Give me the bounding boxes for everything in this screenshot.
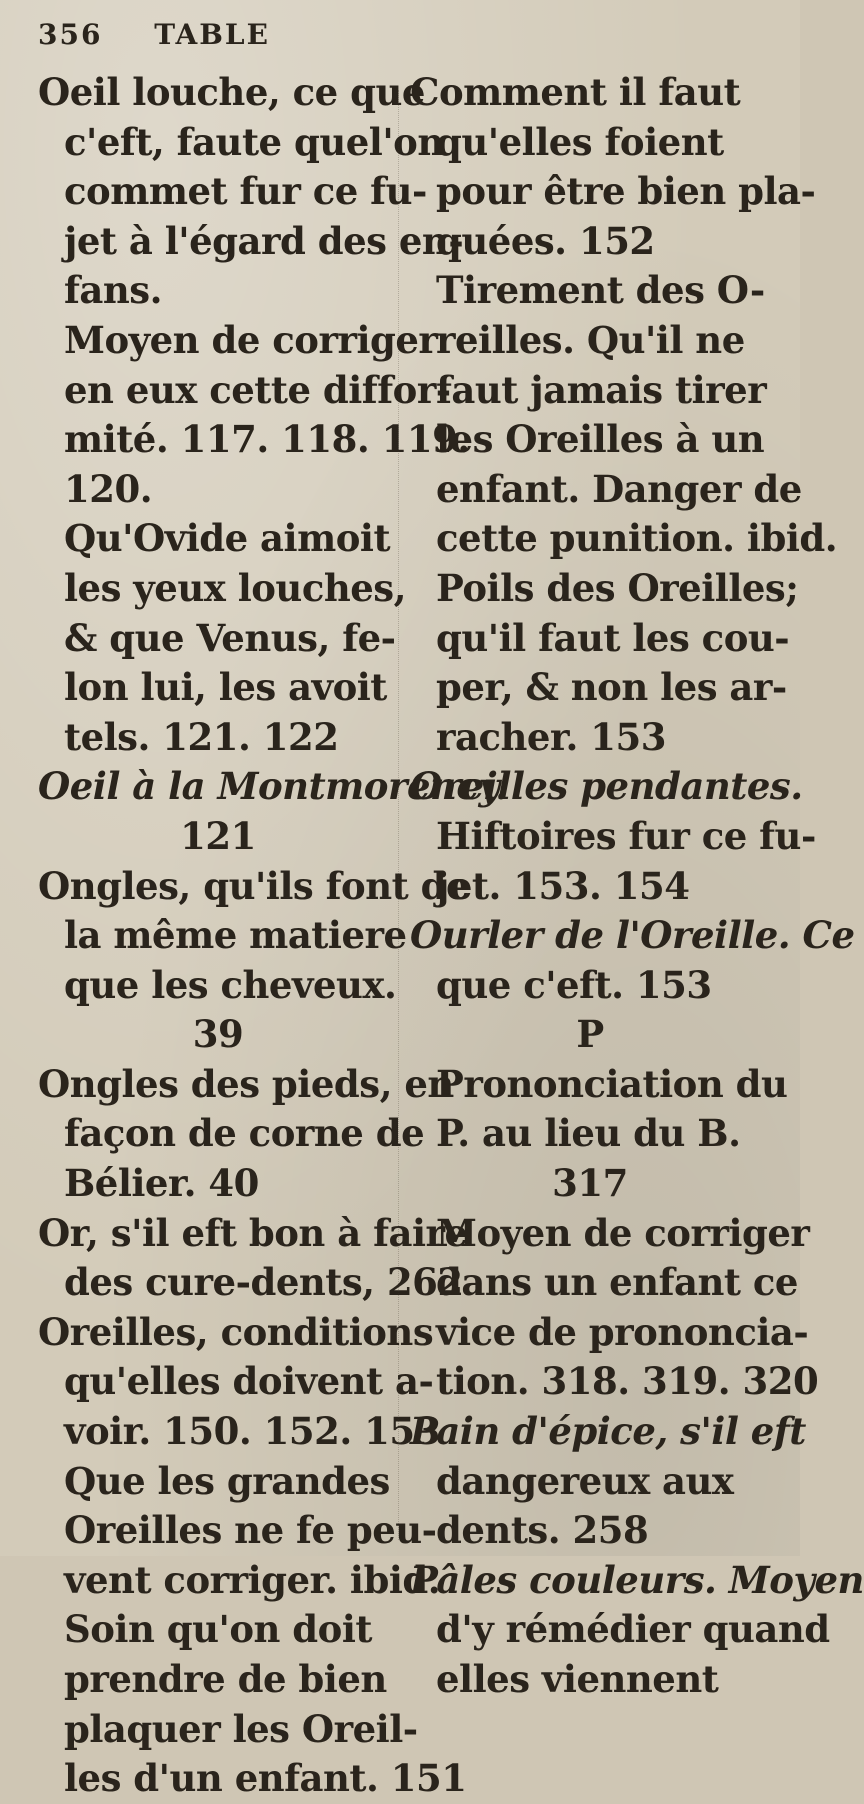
index-line: façon de corne de [64,1111,425,1156]
index-line: Que les grandes [64,1458,390,1503]
index-line: Oeil louche, ce que [38,70,425,114]
index-line: mité. 117. 118. 119. [64,417,470,462]
index-line: per, & non les ar- [436,665,787,710]
index-line: quées. 152 [436,218,655,263]
index-line: Oreilles ne fe peu- [64,1508,437,1553]
index-line: prendre de bien [64,1657,387,1701]
index-line: Or, s'il eft bon à faire [38,1210,468,1255]
page-header [38,18,270,51]
index-line: Soin qu'on doit [64,1607,372,1652]
index-line: Oreilles pendantes. [410,764,803,809]
index-line: Moyen de corriger [64,317,438,362]
index-line: les d'un enfant. 151 [64,1756,467,1801]
index-line: d'y rémédier quand [436,1607,830,1652]
index-line: 39 [192,1012,244,1057]
index-line: vent corriger. ibid. [64,1557,441,1602]
index-line: lon lui, les avoit [64,665,387,710]
index-column-right [410,68,864,1705]
index-line: que c'eft. 153 [436,962,712,1007]
index-line: en eux cette diffor- [64,367,451,412]
index-line: Hiftoires fur ce fu- [436,813,816,858]
index-line: pour être bien pla- [436,169,816,214]
index-line: 121 [180,813,256,858]
index-line: Oreilles, conditions [38,1309,434,1354]
index-line: Pain d'épice, s'il eft [410,1409,806,1454]
index-line: Qu'Ovide aimoit [64,516,391,561]
index-line: cette punition. ibid. [436,516,838,561]
page-number: 356 [38,18,103,51]
index-line: des cure-dents, 262 [64,1260,463,1305]
index-line: jet. 153. 154 [436,863,690,908]
index-line: P. au lieu du B. [436,1111,741,1156]
index-line: elles viennent [436,1657,719,1701]
index-line: voir. 150. 152. 153 [64,1409,440,1454]
index-column-left [38,68,508,1804]
index-line: 317 [552,1161,628,1206]
index-line: jet à l'égard des en- [64,218,464,263]
index-line: tion. 318. 319. 320 [436,1359,819,1404]
index-line: Moyen de corriger [436,1210,810,1255]
index-line: dents. 258 [436,1508,649,1553]
index-line: Prononciation du [436,1061,788,1106]
column-divider [398,90,399,1540]
index-line: Ourler de l'Oreille. Ce [410,913,855,958]
index-line: vice de prononcia- [436,1309,809,1354]
index-line: commet fur ce fu- [64,169,427,214]
index-line: 120. [64,466,153,511]
index-line: fans. [64,268,163,313]
index-line: racher. 153 [436,714,667,759]
page-title: TABLE [154,18,270,51]
index-line: qu'elles foient [436,119,724,164]
index-line: P [576,1012,604,1057]
index-line: enfant. Danger de [436,466,802,511]
index-line: Pâles couleurs. Moyen [410,1557,864,1602]
index-line: Oeil à la Montmorency. [38,764,508,809]
index-line: la même matiere [64,913,407,958]
index-line: dans un enfant ce [436,1260,798,1305]
index-line: les yeux louches, [64,565,407,610]
index-line: plaquer les Oreil- [64,1706,418,1751]
index-line: qu'elles doivent a- [64,1359,434,1404]
index-line: & que Venus, fe- [64,615,396,660]
index-line: Ongles des pieds, en [38,1061,454,1106]
index-line: c'eft, faute quel'on [64,119,444,164]
index-line: tels. 121. 122 [64,714,339,759]
index-line: faut jamais tirer [436,367,767,412]
index-line: dangereux aux [436,1458,734,1503]
index-line: que les cheveux. [64,962,397,1007]
index-line: qu'il faut les cou- [436,615,790,660]
index-line: reilles. Qu'il ne [436,317,745,362]
index-line: Poils des Oreilles; [436,565,799,610]
index-line: les Oreilles à un [436,417,765,462]
index-line: Tirement des O- [436,268,765,313]
index-line: Comment il faut [410,70,741,114]
index-line: Bélier. 40 [64,1161,259,1206]
index-line: Ongles, qu'ils font de [38,863,469,908]
